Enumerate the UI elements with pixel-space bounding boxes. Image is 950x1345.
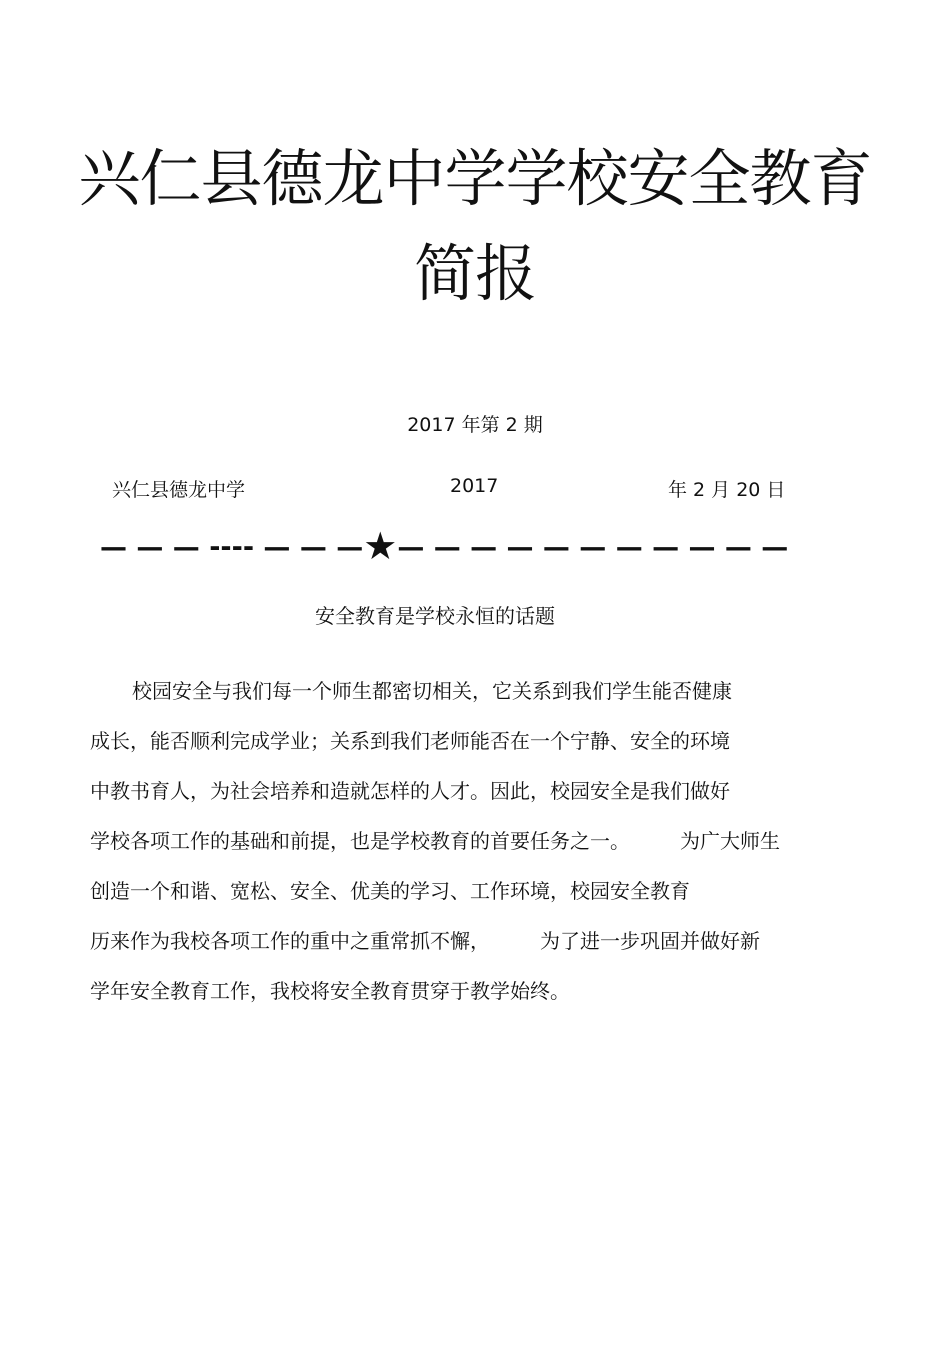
article-line-6: 历来作为我校各项工作的重中之重常抓不懈， 为了进一步巩固并做好新 [90,929,760,953]
article-line-1: 校园安全与我们每一个师生都密切相关，它关系到我们学生能否健康 [112,679,732,703]
publish-date: 年 2 月 20 日 [668,479,786,501]
article-line-5: 创造一个和谐、宽松、安全、优美的学习、工作环境，校园安全教育 [90,879,690,903]
star-icon: ★ [363,524,398,568]
divider-left: — — — ---- — — — [100,532,364,563]
article-line-7: 学年安全教育工作，我校将安全教育贯穿于教学始终。 [90,979,570,1003]
article-title: 安全教育是学校永恒的话题 [315,604,555,628]
divider-right: — — — — — — — — — — — [397,532,789,563]
report-title-line-1: 兴仁县德龙中学学校安全教育 [78,142,872,215]
article-line-2: 成长，能否顺利完成学业；关系到我们老师能否在一个宁静、安全的环境 [90,729,730,753]
publish-year: 2017 [450,475,499,497]
issue-number: 2017 年第 2 期 [407,414,543,436]
report-title-line-2: 简报 [413,237,536,310]
article-line-4: 学校各项工作的基础和前提，也是学校教育的首要任务之一。 为广大师生 [90,829,780,853]
decorative-divider [100,524,788,568]
article-line-3: 中教书育人，为社会培养和造就怎样的人才。因此，校园安全是我们做好 [90,779,730,803]
publisher-school: 兴仁县德龙中学 [112,479,246,501]
